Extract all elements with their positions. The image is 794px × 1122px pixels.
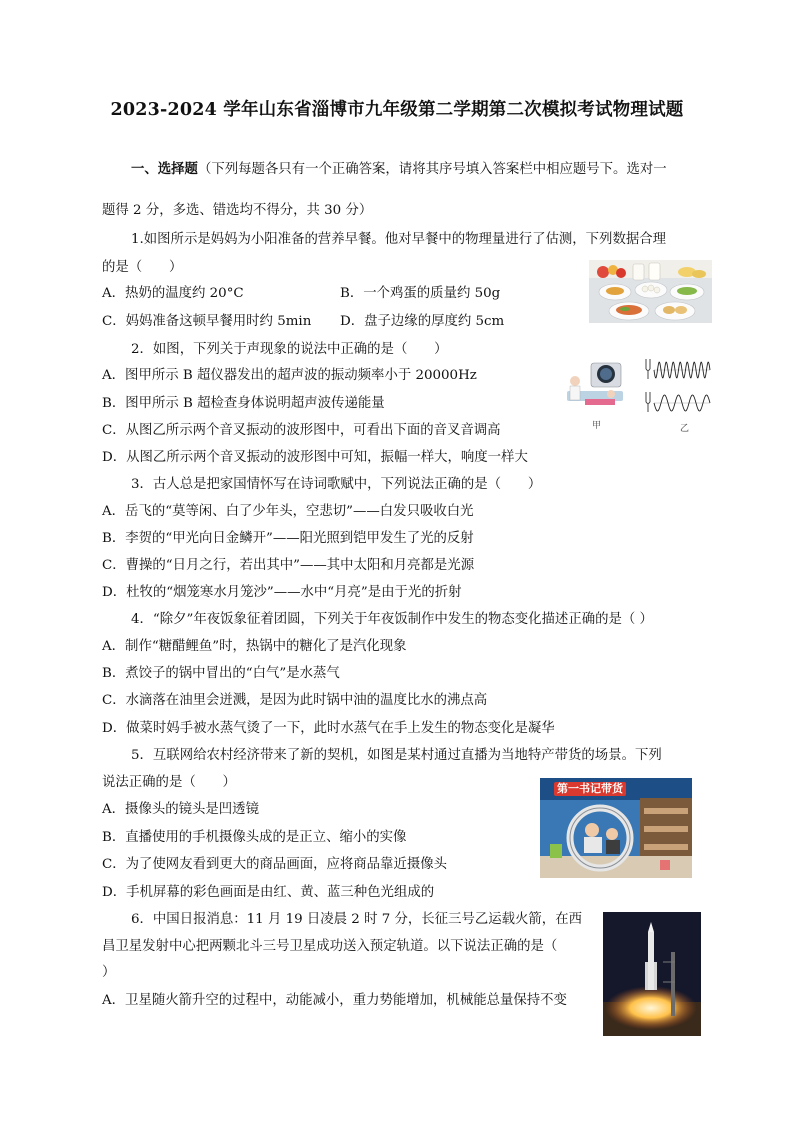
q5-option-d: D．手机屏幕的彩色画面是由红、黄、蓝三种色光组成的 [102, 885, 435, 900]
q1-stem-cont: 的是（ ） [102, 260, 183, 275]
b-ultrasound-photo [561, 361, 629, 423]
section-heading: 一、选择题 [131, 161, 198, 177]
section-instruction [131, 160, 667, 179]
breakfast-photo [589, 260, 712, 323]
rocket-launch-photo [603, 912, 701, 1036]
q5-stem: 5．互联网给农村经济带来了新的契机，如图是某村通过直播为当地特产带货的场景。下列 [131, 748, 662, 763]
q5-stem-cont: 说法正确的是（ ） [102, 775, 236, 790]
livestream-photo [540, 778, 692, 878]
tuning-fork-waveforms [642, 357, 712, 423]
q1-option-c: C．妈妈准备这顿早餐用时约 5min [102, 314, 312, 329]
q6-stem-cont: 昌卫星发射中心把两颗北斗三号卫星成功送入预定轨道。以下说法正确的是（ [102, 939, 558, 954]
q3-option-b: B．李贺的“甲光向日金鳞开”——阳光照到铠甲发生了光的反射 [102, 531, 474, 546]
q6-option-a: A．卫星随火箭升空的过程中，动能减小，重力势能增加，机械能总量保持不变 [102, 993, 567, 1008]
q1-option-a: A．热奶的温度约 20°C [102, 286, 244, 301]
q1-stem: 1.如图所示是妈妈为小阳准备的营养早餐。他对早餐中的物理量进行了估测，下列数据合理 [131, 232, 667, 247]
q4-option-b: B．煮饺子的锅中冒出的“白气”是水蒸气 [102, 666, 340, 681]
q1-option-d: D．盘子边缘的厚度约 5cm [340, 314, 505, 329]
q3-option-a: A．岳飞的“莫等闲、白了少年头，空悲切”——白发只吸收白光 [102, 504, 474, 519]
banner-text: 第一书记带货 [554, 782, 626, 796]
q3-option-c: C．曹操的“日月之行，若出其中”——其中太阳和月亮都是光源 [102, 558, 475, 573]
q4-option-c: C．水滴落在油里会迸溅，是因为此时锅中油的温度比水的沸点高 [102, 693, 488, 708]
q2-option-b: B．图甲所示 B 超检查身体说明超声波传递能量 [102, 396, 385, 411]
q2-option-d: D．从图乙所示两个音叉振动的波形图中可知，振幅一样大，响度一样大 [102, 450, 528, 465]
section-instruction-line1: （下列每题各只有一个正确答案，请将其序号填入答案栏中相应题号下。选对一 [197, 162, 667, 177]
q5-option-a: A．摄像头的镜头是凹透镜 [102, 802, 259, 817]
q6-stem: 6．中国日报消息：11 月 19 日凌晨 2 时 7 分，长征三号乙运载火箭，在西 [131, 912, 582, 927]
q6-stem-end: ） [102, 965, 116, 980]
q4-option-d: D．做菜时妈手被水蒸气烫了一下，此时水蒸气在手上发生的物态变化是凝华 [102, 721, 555, 736]
section-instruction-line2: 题得 2 分，多选、错选均不得分，共 30 分） [102, 203, 373, 218]
q3-option-d: D．杜牧的“烟笼寒水月笼沙”——水中“月亮”是由于光的折射 [102, 585, 462, 600]
q2-option-a: A．图甲所示 B 超仪器发出的超声波的振动频率小于 20000Hz [102, 368, 477, 383]
exam-title: 2023-2024 学年山东省淄博市九年级第二学期第二次模拟考试物理试题 [110, 100, 684, 120]
q3-stem: 3．古人总是把家国情怀写在诗词歌赋中，下列说法正确的是（ ） [131, 477, 542, 492]
fig-label-yi: 乙 [680, 424, 690, 434]
q4-option-a: A．制作“糖醋鲤鱼”时，热锅中的糖化了是汽化现象 [102, 639, 407, 654]
q1-option-b: B．一个鸡蛋的质量约 50g [340, 286, 501, 301]
q5-option-c: C．为了使网友看到更大的商品画面，应将商品靠近摄像头 [102, 857, 448, 872]
q5-option-b: B．直播使用的手机摄像头成的是正立、缩小的实像 [102, 830, 407, 845]
fig-label-jia: 甲 [592, 421, 602, 431]
q2-stem: 2．如图，下列关于声现象的说法中正确的是（ ） [131, 342, 448, 357]
q2-option-c: C．从图乙所示两个音叉振动的波形图中，可看出下面的音叉音调高 [102, 423, 501, 438]
q4-stem: 4．“除夕”年夜饭象征着团圆，下列关于年夜饭制作中发生的物态变化描述正确的是（ ） [131, 612, 653, 627]
